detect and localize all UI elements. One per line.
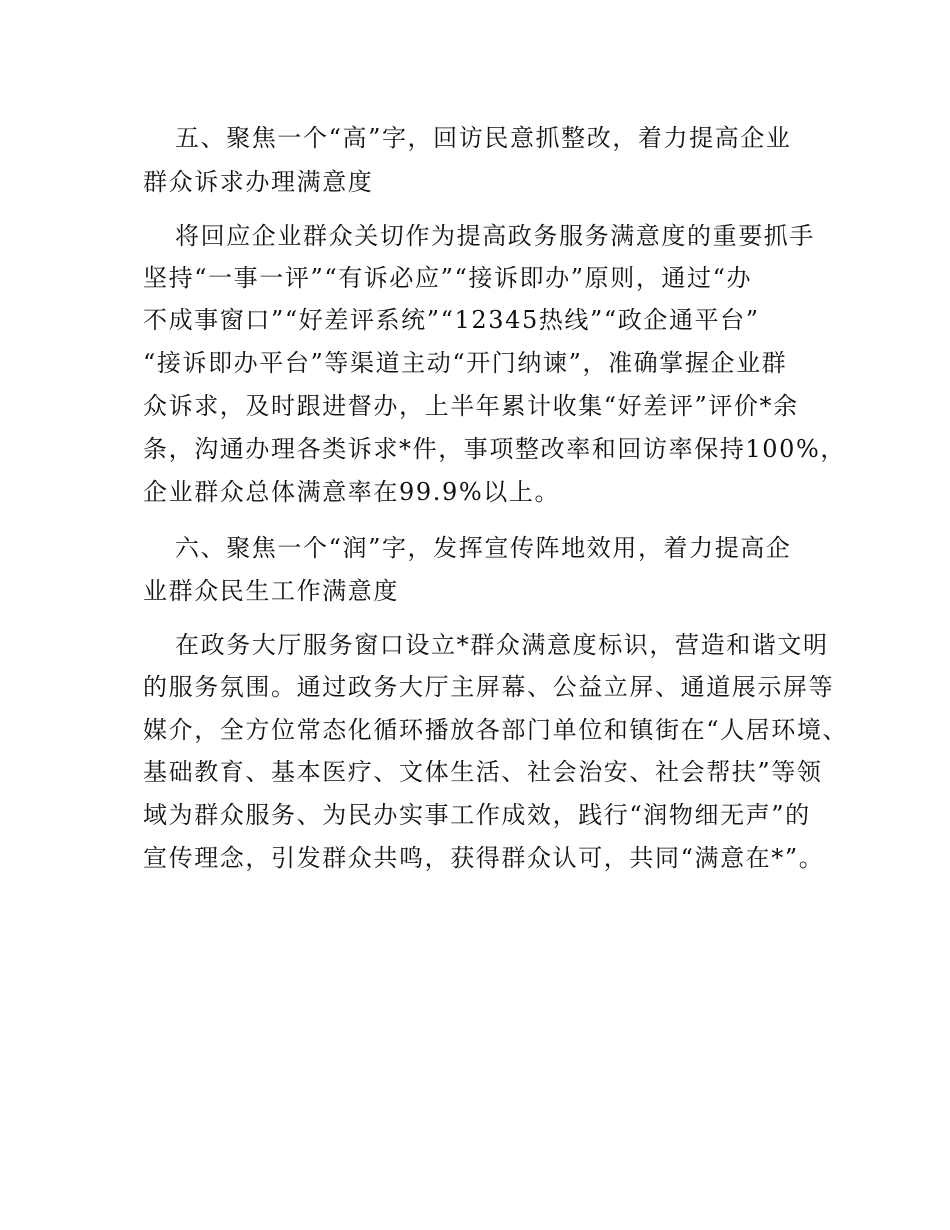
section-6-body-line-3: 媒介，全方位常态化循环播放各部门单位和镇街在“人居环境、 — [143, 716, 849, 744]
section-5-body-line-7: 企业群众总体满意率在99.9%以上。 — [143, 478, 561, 506]
section-6-heading-line-1: 六、聚焦一个“润”字，发挥宣传阵地效用，着力提高企 — [175, 534, 792, 562]
section-5-heading-line-1: 五、聚焦一个“高”字，回访民意抓整改，着力提高企业 — [175, 124, 792, 152]
section-6-body-line-5: 域为群众服务、为民办实事工作成效，践行“润物细无声”的 — [143, 801, 811, 829]
section-6-body-line-6: 宣传理念，引发群众共鸣，获得群众认可，共同“满意在*”。 — [143, 844, 825, 872]
section-6-body-line-1: 在政务大厅服务窗口设立*群众满意度标识，营造和谐文明 — [175, 631, 829, 659]
section-5-body-line-4: “接诉即办平台”等渠道主动“开门纳谏”，准确掌握企业群 — [143, 349, 788, 377]
section-6-heading-line-2: 业群众民生工作满意度 — [143, 577, 399, 605]
section-5-body-line-6: 条，沟通办理各类诉求*件，事项整改率和回访率保持100%， — [143, 435, 847, 463]
section-5-body-line-5: 众诉求，及时跟进督办，上半年累计收集“好差评”评价*余 — [143, 392, 799, 420]
section-5-heading-line-2: 群众诉求办理满意度 — [143, 168, 374, 196]
section-5-body-line-1: 将回应企业群众关切作为提高政务服务满意度的重要抓手 — [175, 222, 815, 250]
section-6-body-line-2: 的服务氛围。通过政务大厅主屏幕、公益立屏、通道展示屏等 — [143, 673, 835, 701]
section-5-body-line-3: 不成事窗口”“好差评系统”“12345热线”“政企通平台” — [143, 306, 760, 334]
section-6-body-line-4: 基础教育、基本医疗、文体生活、社会治安、社会帮扶”等领 — [143, 758, 823, 786]
section-5-body-line-2: 坚持“一事一评”“有诉必应”“接诉即办”原则，通过“办 — [143, 264, 753, 292]
